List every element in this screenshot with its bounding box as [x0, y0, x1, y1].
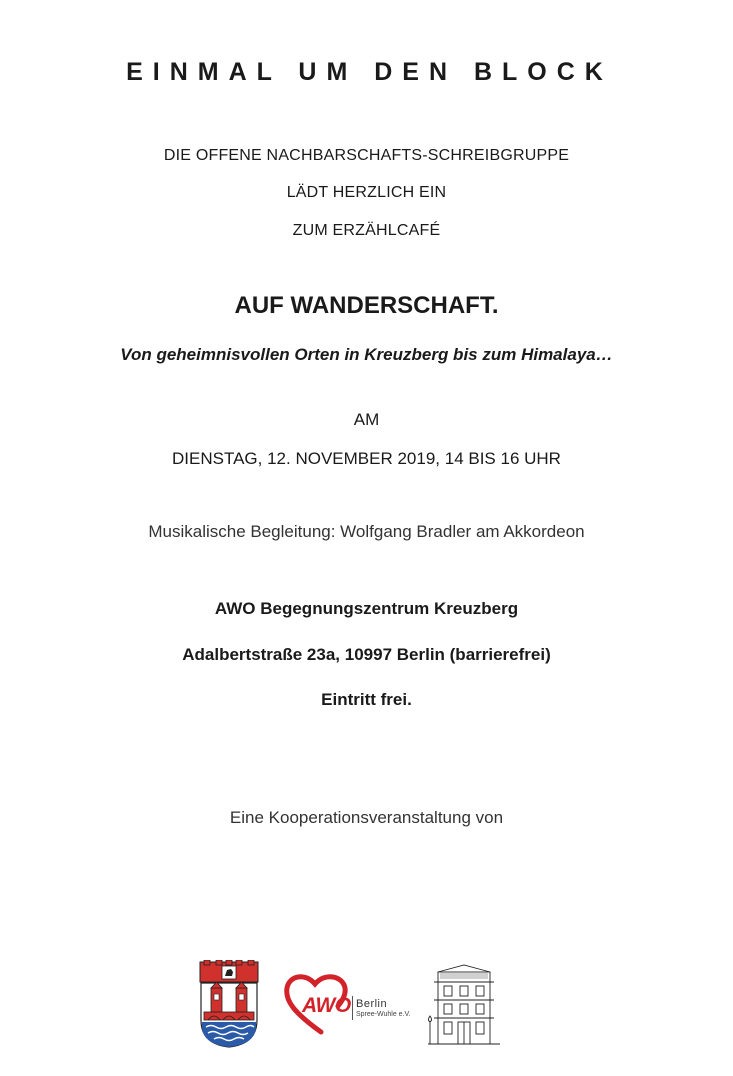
event-date: DIENSTAG, 12. NOVEMBER 2019, 14 BIS 16 UHR: [172, 449, 561, 468]
awo-wordmark: AWO: [302, 994, 351, 1017]
intro-line-2: LÄDT HERZLICH EIN: [286, 184, 447, 201]
district-coat-of-arms-logo: [198, 960, 260, 1048]
awo-berlin-label: Berlin: [356, 998, 388, 1010]
awo-divider: [352, 996, 353, 1020]
event-headline: AUF WANDERSCHAFT.: [234, 292, 499, 319]
event-am-label: AM: [353, 410, 380, 429]
intro-line-3: ZUM ERZÄHLCAFÉ: [292, 222, 441, 239]
event-subtitle: Von geheimnisvollen Orten in Kreuzberg bis zum Himalaya…: [120, 345, 613, 364]
venue-name: AWO Begegnungszentrum Kreuzberg: [214, 599, 519, 618]
intro-line-1: DIE OFFENE NACHBARSCHAFTS-SCHREIBGRUPPE: [163, 147, 570, 164]
page-title: EINMAL UM DEN BLOCK: [126, 58, 613, 86]
awo-sub-label: Spree-Wuhle e.V.: [356, 1011, 411, 1018]
event-music: Musikalische Begleitung: Wolfgang Bradler am Akkordeon: [148, 522, 585, 541]
entry-note: Eintritt frei.: [321, 690, 412, 709]
venue-address: Adalbertstraße 23a, 10997 Berlin (barrierefrei): [182, 645, 551, 664]
building-sketch-logo: [424, 962, 504, 1046]
cooperation-note: Eine Kooperationsveranstaltung von: [229, 808, 504, 827]
